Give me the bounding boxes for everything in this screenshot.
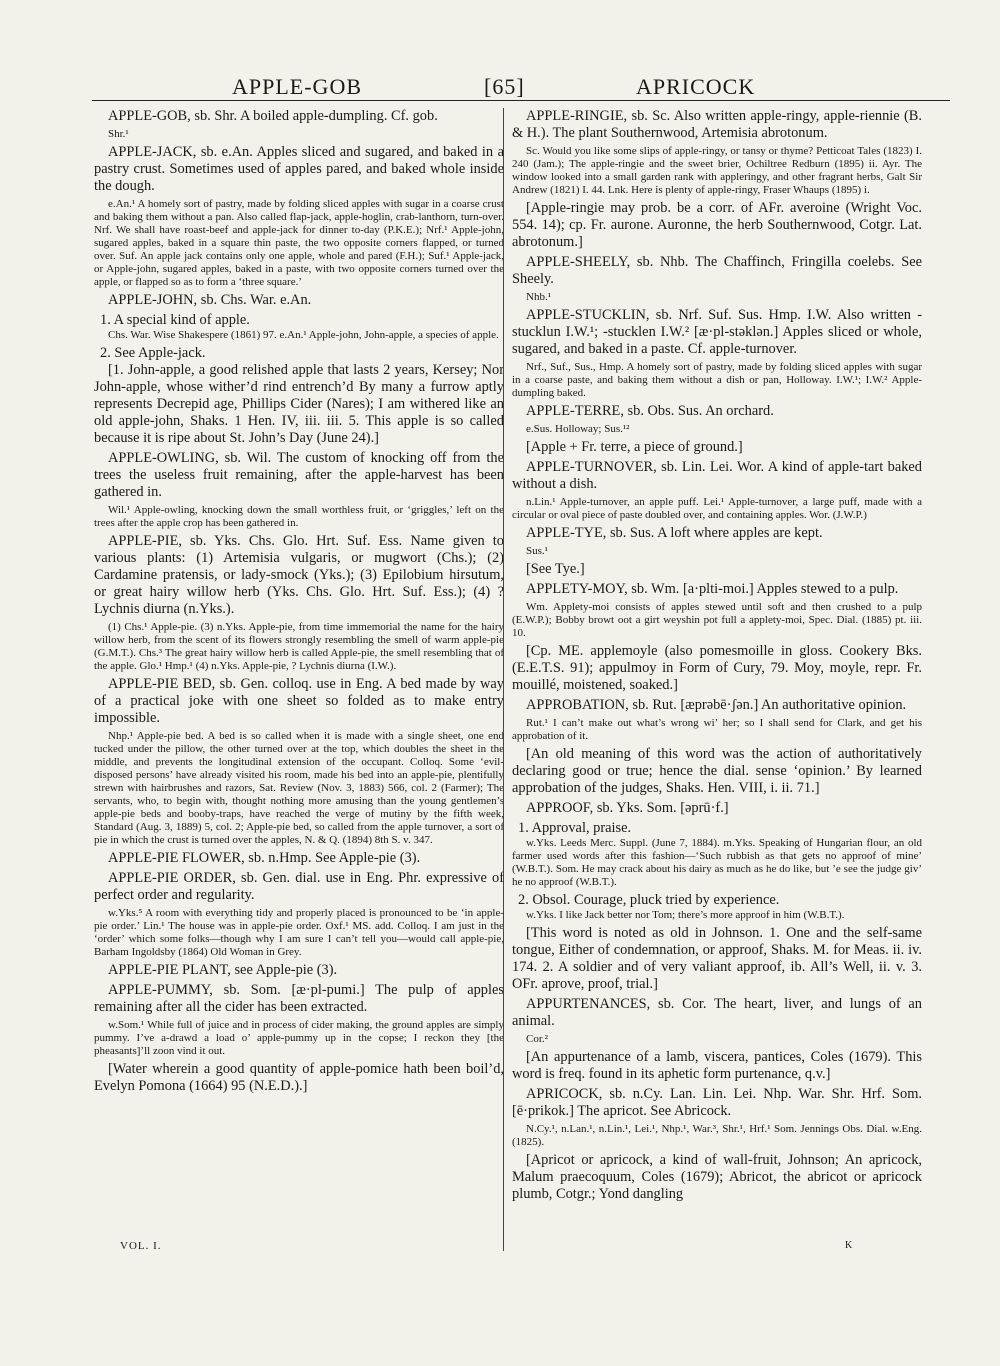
sense-paragraph: 2. Obsol. Courage, pluck tried by experience.	[518, 892, 780, 908]
entry-paragraph: [Cp. ME. applemoyle (also pomesmoille in gloss. Cookery Bks. (E.E.T.S. 91); appulmoy in Form of Cury, 79. Moy, moyle, repr. Fr. mouillé, moistened, soaked.]	[512, 643, 922, 693]
entry-paragraph: APPLE-TURNOVER, sb. Lin. Lei. Wor. A kind of apple-tart baked without a dish.	[512, 459, 922, 492]
quotation-paragraph: Shr.¹	[108, 128, 129, 140]
volume-label: VOL. I.	[120, 1240, 162, 1252]
entry-paragraph: APPLE-PIE FLOWER, sb. n.Hmp. See Apple-pie (3).	[108, 850, 421, 866]
entry-paragraph: APPLE-PUMMY, sb. Som. [æ·pl-pumi.] The pulp of apples remaining after all the cider has been extracted.	[94, 982, 504, 1015]
entry-paragraph: [Apple-ringie may prob. be a corr. of AFr. averoine (Wright Voc. 554. 14); cp. Fr. aurone. Auronne, the herb Southernwood, Cotgr. Lat. abrotonum.]	[512, 200, 922, 250]
quotation-paragraph: (1) Chs.¹ Apple-pie. (3) n.Yks. Apple-pie, from time immemorial the name for the hairy willow herb, from the scent of its flowers strongly resembling the smell of warm apple-pie (G.M.T.). Chs.³ The great hairy willow herb is called Apple-pie, the smell resembling that of the apple. Glo.¹ Hmp.¹ (4) n.Yks. Apple-pie, ? Lychnis diurna (I.W.).	[94, 621, 504, 672]
quotation-paragraph: Wm. Applety-moi consists of apples stewed until soft and then crushed to a pulp (E.W.P.); Bobby browt oot a girt weyshin pot full a applety-moi, Spec. Dial. (1885) pt. iii. 10.	[512, 601, 922, 639]
quotation-paragraph: N.Cy.¹, n.Lan.¹, n.Lin.¹, Lei.¹, Nhp.¹, War.³, Shr.¹, Hrf.¹ Som. Jennings Obs. Dial. w.Eng. (1825).	[512, 1123, 922, 1148]
running-header	[92, 70, 950, 101]
quotation-paragraph: Nrf., Suf., Sus., Hmp. A homely sort of pastry, made by folding sliced apples with sugar in a coarse paste, and baking them without a dish or pan, Holloway. I.W.¹; I.W.² Apple-dumpling baked.	[512, 361, 922, 399]
entry-paragraph: APPLE-SHEELY, sb. Nhb. The Chaffinch, Fringilla coelebs. See Sheely.	[512, 254, 922, 287]
entry-paragraph: APPLE-PIE PLANT, see Apple-pie (3).	[108, 962, 338, 978]
quotation-paragraph: w.Yks. I like Jack better nor Tom; there’s more approof in him (W.B.T.).	[526, 909, 845, 921]
quotation-paragraph: e.An.¹ A homely sort of pastry, made by folding sliced apples with sugar in a coarse crust and baking them without a pan. Also called flap-jack, apple-hoglin, crab-lanthorn, turn-over. Nrf. We shall have roast-beef and apple-jack for dinner to-day (P.K.E.); Nrf.¹ Apple-john, sugared apples, baked in a square thin paste, the two opposite corners flapped, or turned over. Suf. An apple jack contains only one apple, whole and pared (F.H.); Suf.¹ Apple-jack, or Apple-john, sugared apples, baked in a paste, with two opposite corners turned over the apple, or flapped so as to form a ‘three square.’	[94, 198, 504, 288]
quotation-paragraph: n.Lin.¹ Apple-turnover, an apple puff. Lei.¹ Apple-turnover, a large puff, made with a circular or oval piece of paste doubled over, and containing apples. Wor. (J.W.P.)	[512, 496, 922, 521]
entry-paragraph: APPLE-JACK, sb. e.An. Apples sliced and sugared, and baked in a pastry crust. Sometimes used of apples pared, and baked whole inside the dough.	[94, 144, 504, 194]
entry-paragraph: APPLE-PIE BED, sb. Gen. colloq. use in Eng. A bed made by way of a practical joke with one sheet so folded as to make entry impossible.	[94, 676, 504, 726]
entry-paragraph: APPLE-TYE, sb. Sus. A loft where apples are kept.	[526, 525, 823, 541]
entry-paragraph: APPLE-STUCKLIN, sb. Nrf. Suf. Sus. Hmp. I.W. Also written -stucklun I.W.¹; -stucklen I.W.² [æ·pl-stəklən.] Apples sliced or whole, sugared, and baked in a paste. Cf. apple-turnover.	[512, 307, 922, 357]
left-column	[94, 108, 504, 1233]
page-number: [65]	[484, 74, 525, 99]
entry-paragraph: APRICOCK, sb. n.Cy. Lan. Lin. Lei. Nhp. War. Shr. Hrf. Som. [ē·prikok.] The apricot. See Abricock.	[512, 1086, 922, 1119]
quotation-paragraph: w.Som.¹ While full of juice and in process of cider making, the ground apples are simply pummy. I’ve a-drawd a load o’ apple-pummy up in the copse; I reckon they [the pheasants]’ll zoon vind it out.	[94, 1019, 504, 1057]
entry-paragraph: APPLE-JOHN, sb. Chs. War. e.An.	[108, 292, 312, 308]
quotation-paragraph: Nhp.¹ Apple-pie bed. A bed is so called when it is made with a single sheet, one end tucked under the pillow, the other turned over at the top, which doubles the sheet in the middle, and prevents the longitudinal extension of the occupant. Colloq. Some ‘evil-disposed persons’ have already visited his room, made his bed into an apple-pie, plentifully strewn with hairbrushes and razors, Sat. Review (Nov. 3, 1883) 566, col. 2 (Farmer); The servants, who, to begin with, thought nothing more amusing than the young gentlemen’s apple-pie beds and booby-traps, have reached the verge of mutiny by the fifth week, Standard (Aug. 3, 1889) 5, col. 2; Apple-pie bed, so called from the apple turnover, a sort of pie in which the crust is turned over the apples, N. & Q. (1894) 8th S. v. 347.	[94, 730, 504, 846]
right-column	[512, 108, 922, 1233]
quotation-paragraph: e.Sus. Holloway; Sus.¹²	[526, 423, 630, 435]
entry-paragraph: APPLE-PIE, sb. Yks. Chs. Glo. Hrt. Suf. Ess. Name given to various plants: (1) Artemisia vulgaris, or mugwort (Chs.); (2) Cardamine pratensis, or lady-smock (Yks.); (3) Epilobium hirsutum, or great hairy willow herb (Yks. Chs. Glo. Hrt. Suf. Ess.); (4) ? Lychnis diurna (n.Yks.).	[94, 533, 504, 617]
sense-paragraph: 1. Approval, praise.	[518, 820, 632, 836]
entry-paragraph: [This word is noted as old in Johnson. 1. One and the self-same tongue, Either of condemnation, or approof, Shaks. M. for Meas. ii. iv. 174. 2. A soldier and of very valiant approof, ib. All’s Well, ii. v. 3. OFr. aprove, proof, trial.]	[512, 925, 922, 992]
entry-paragraph: [See Tye.]	[526, 561, 585, 577]
entry-paragraph: APPLE-RINGIE, sb. Sc. Also written apple-ringy, apple-riennie (B. & H.). The plant Southernwood, Artemisia abrotonum.	[512, 108, 922, 141]
entry-paragraph: [1. John-apple, a good relished apple that lasts 2 years, Kersey; Nor John-apple, whose wither’d rind entrench’d By many a furrow aptly represents Decrepid age, Phillips Cider (Nares); I am withered like an old apple-john, Shaks. 1 Hen. IV, iii. iii. 5. This apple is so called because it is ripe about St. John’s Day (June 24).]	[94, 362, 504, 446]
quotation-paragraph: Cor.²	[526, 1033, 548, 1045]
quotation-paragraph: Rut.¹ I can’t make out what’s wrong wi’ her; so I shall send for Clark, and get his approbation of it.	[512, 717, 922, 742]
quotation-paragraph: Wil.¹ Apple-owling, knocking down the small worthless fruit, or ‘griggles,’ left on the trees after the apple crop has been gathered in.	[94, 504, 504, 529]
column-divider	[503, 108, 504, 1251]
entry-paragraph: [Apricot or apricock, a kind of wall-fruit, Johnson; An apricock, Malum praecoquum, Coles (1679); Abricot, the abricot or apricock plumb, Cotgr.; Yond dangling	[512, 1152, 922, 1202]
entry-paragraph: [Apple + Fr. terre, a piece of ground.]	[526, 439, 743, 455]
entry-paragraph: APPLE-TERRE, sb. Obs. Sus. An orchard.	[526, 403, 774, 419]
entry-paragraph: APPLE-GOB, sb. Shr. A boiled apple-dumpling. Cf. gob.	[108, 108, 438, 124]
entry-paragraph: APPLETY-MOY, sb. Wm. [a·plti-moi.] Apples stewed to a pulp.	[526, 581, 899, 597]
entry-paragraph: [An old meaning of this word was the action of authoritatively declaring good or true; hence the dial. sense ‘opinion.’ By learned approbation of the judges, Shaks. Hen. VIII, i. ii. 71.]	[512, 746, 922, 796]
entry-paragraph: APPURTENANCES, sb. Cor. The heart, liver, and lungs of an animal.	[512, 996, 922, 1029]
entry-paragraph: APPLE-OWLING, sb. Wil. The custom of knocking off from the trees the useless fruit remaining, after the apple-harvest has been gathered in.	[94, 450, 504, 500]
quotation-paragraph: Sus.¹	[526, 545, 548, 557]
signature-mark: K	[845, 1240, 853, 1251]
quotation-paragraph: w.Yks. Leeds Merc. Suppl. (June 7, 1884). m.Yks. Speaking of Hungarian flour, an old farmer used words after this fashion—‘Such rubbish as that gets no approof of mine’ (W.B.T.). Som. He may crack about his dairy as much as he do like, but ’e see the judge giv’ he no approof (W.B.T.).	[512, 837, 922, 888]
quotation-paragraph: Nhb.¹	[526, 291, 551, 303]
sense-paragraph: 1. A special kind of apple.	[100, 312, 250, 328]
quotation-paragraph: w.Yks.⁵ A room with everything tidy and properly placed is pronounced to be ‘in apple-pie order.’ Lin.¹ The house was in apple-pie order. Oxf.¹ MS. add. Colloq. I am just in the ‘order’ which some folks—though why I am sure I can’t tell you—would call apple-pie, Barham Ingoldsby (1864) Old Woman in Grey.	[94, 907, 504, 958]
sense-paragraph: 2. See Apple-jack.	[100, 345, 206, 361]
entry-paragraph: [Water wherein a good quantity of apple-pomice hath been boil’d, Evelyn Pomona (1664) 95 (N.E.D.).]	[94, 1061, 504, 1094]
entry-paragraph: APPROOF, sb. Yks. Som. [əprū·f.]	[526, 800, 729, 816]
entry-paragraph: APPROBATION, sb. Rut. [æprəbē·ʃən.] An authoritative opinion.	[526, 697, 907, 713]
header-first-word: APPLE-GOB	[232, 74, 363, 99]
quotation-paragraph: Sc. Would you like some slips of apple-ringy, or tansy or thyme? Petticoat Tales (1823) I. 240 (Jam.); The apple-ringie and the sweet brier, Ochiltree Redburn (1895) ii. Ayr. The window looked into a small garden rank with appleringy, and other fragrant herbs, Galt Sir Andrew (1821) I. 44. Lnk. Here is plenty of apple-ringy, Fraser Whaups (1895) i.	[512, 145, 922, 196]
entry-paragraph: [An appurtenance of a lamb, viscera, pantices, Coles (1679). This word is freq. found in its aphetic form purtenance, q.v.]	[512, 1049, 922, 1082]
quotation-paragraph: Chs. War. Wise Shakespere (1861) 97. e.An.¹ Apple-john, John-apple, a species of apple.	[108, 329, 499, 341]
entry-paragraph: APPLE-PIE ORDER, sb. Gen. dial. use in Eng. Phr. expressive of perfect order and regularity.	[94, 870, 504, 903]
header-last-word: APRICOCK	[636, 74, 756, 99]
